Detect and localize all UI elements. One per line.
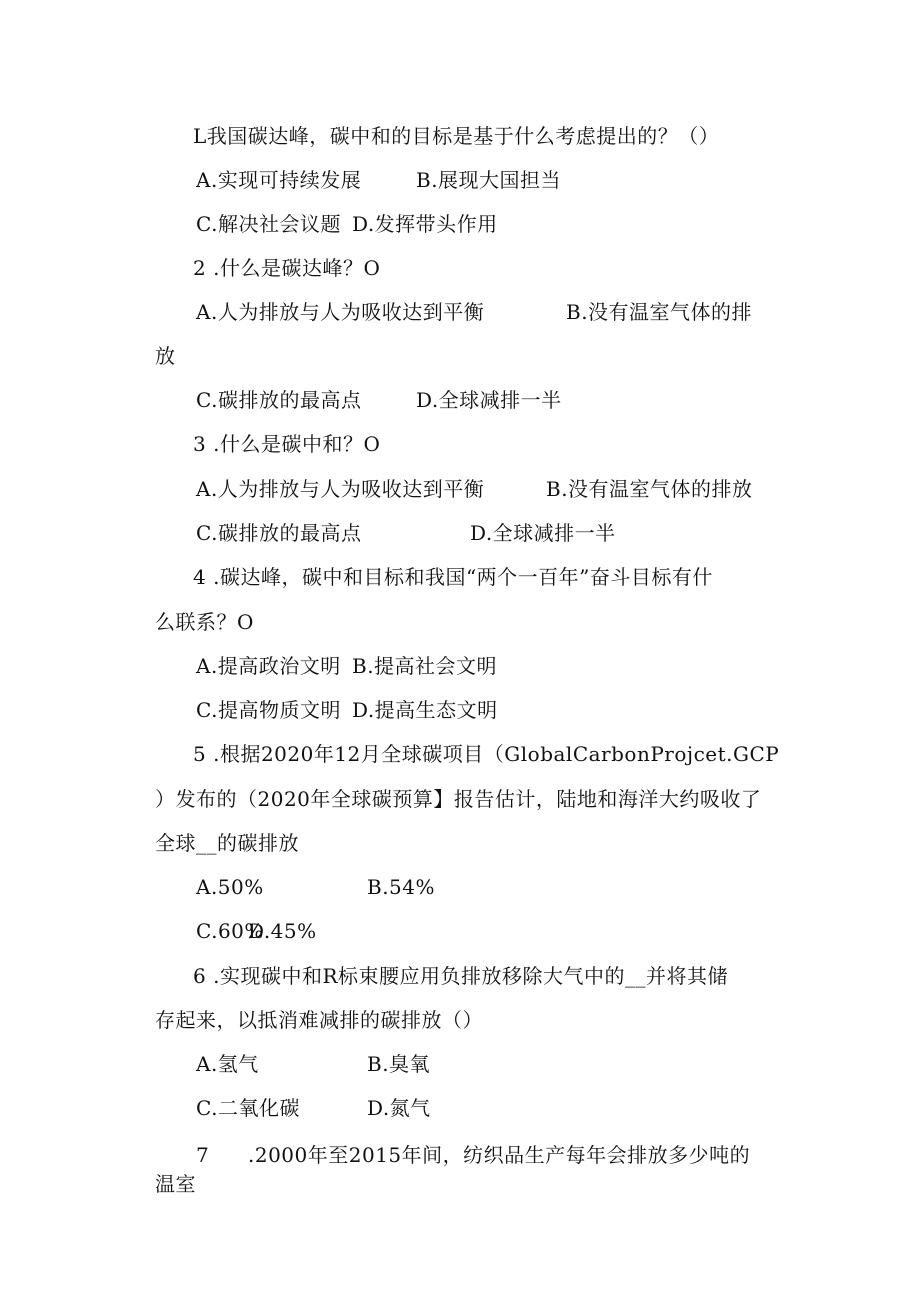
question-6-option-d: D.氮气 [367,1096,431,1120]
question-3-option-d: D.全球减排一半 [470,521,616,545]
question-7-stem-line1: .2000年至2015年间，纺织品生产每年会排放多少吨的 [248,1143,751,1167]
question-5-option-b: B.54% [367,875,436,899]
question-4-option-d: D.提高生态文明 [352,698,498,722]
question-4-stem-line1: 4 .碳达峰，碳中和目标和我国“两个一百年”奋斗目标有什 [193,565,713,589]
question-2-option-a: A.人为排放与人为吸收达到平衡 [196,300,485,324]
question-2-option-c: C.碳排放的最高点 [196,388,362,412]
question-2-stem: 2 .什么是碳达峰？O [193,256,381,280]
question-1-option-c: C.解决社会议题 [196,212,341,236]
question-1-option-d: D.发挥带头作用 [352,212,498,236]
question-3-stem: 3 .什么是碳中和？O [193,432,381,456]
question-3-option-c: C.碳排放的最高点 [196,521,362,545]
question-5-option-a: A.50% [196,875,264,899]
question-6-stem-line2: 存起来，以抵消难减排的碳排放（） [155,1008,483,1032]
question-4-option-b: B.提高社会文明 [352,654,498,678]
question-7-stem-line2: 温室 [155,1172,196,1196]
question-4-stem-line2: 么联系？O [155,610,254,634]
question-5-stem-line3: 全球__的碳排放 [155,831,299,855]
question-6-option-c: C.二氧化碳 [196,1096,300,1120]
question-1-option-b: B.展现大国担当 [416,168,562,192]
question-6-option-b: B.臭氧 [367,1052,431,1076]
question-4-option-c: C.提高物质文明 [196,698,341,722]
question-5-option-c: C.60% [196,919,264,943]
question-4-option-a: A.提高政治文明 [196,654,341,678]
question-5-option-d: D.45% [248,919,317,943]
question-2-option-d: D.全球减排一半 [416,388,562,412]
question-3-option-a: A.人为排放与人为吸收达到平衡 [196,477,485,501]
question-2-option-b: B.没有温室气体的排 [566,300,753,324]
question-1-stem: L我国碳达峰，碳中和的目标是基于什么考虑提出的？（） [193,124,720,148]
question-6-stem-line1: 6 .实现碳中和R标束腰应用负排放移除大气中的__并将其储 [193,964,728,988]
question-1-option-a: A.实现可持续发展 [196,168,362,192]
question-2-option-b-wrap: 放 [155,344,176,368]
question-5-stem-line1: 5 .根据2020年12月全球碳项目（GlobalCarbonProjcet.GCP [193,742,780,766]
question-7-number: 7 [196,1143,210,1167]
question-5-stem-line2: ）发布的（2020年全球碳预算】报告估计，陆地和海洋大约吸收了 [155,787,762,811]
question-6-option-a: A.氢气 [196,1052,259,1076]
question-3-option-b: B.没有温室气体的排放 [546,477,753,501]
